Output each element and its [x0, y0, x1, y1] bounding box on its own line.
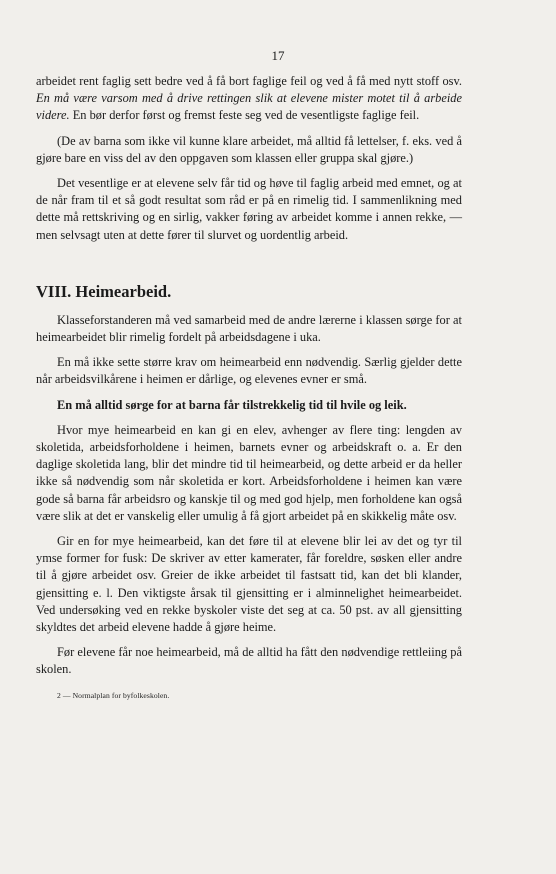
paragraph: Klasseforstanderen må ved samarbeid med de andre lærerne i klassen sørge for at heimearbeidet blir rimelig fordelt på arbeidsdagene i uka.: [36, 312, 462, 345]
emphasized-statement: En må alltid sørge for at barna får tilstrekkelig tid til hvile og leik.: [57, 397, 407, 412]
page-number: 17: [271, 48, 285, 63]
paragraph: Gir en for mye heimearbeid, kan det føre til at elevene blir lei av det og tyr til ymse former for fusk: De skriver av etter kamerater, får foreldre, søsken eller andre til å gjøre arbeidet osv. Greier de ikke arbeidet til fastsatt tid, kan det bli klander, gjensitting e. l. Den viktigste årsak til gjensitting er i alminnelighet heimearbeidet. Ved undersøking ved en rekke byskoler viste det seg at ca. 50 pst. av all gjensitting skyldtes det arbeid elevene hadde å gjøre heime.: [36, 534, 462, 635]
paragraph: Hvor mye heimearbeid en kan gi en elev, avhenger av flere ting: lengden av skoletida, arbeidsforholdene i heimen, barnets evner og arbeidskraft o. a. Er den daglige skoletida lang, blir det mindre tid til heimearbeid, og dette arbeid er da heller ikke så nødvendig som når skoletida er kort. Arbeidsforholdene i heimen kan være gode så barna får arbeidsro og kanskje til og med god hjelp, men forholdene kan også være slik at det er vanskelig eller umulig å få gjort arbeidet på en skikkelig måte osv.: [36, 422, 462, 523]
continued-paragraph: [36, 73, 462, 125]
paragraph-text: En bør derfor først og fremst feste seg ved de vesentligste faglige feil.: [72, 108, 420, 123]
paragraph: Før elevene får noe heimearbeid, må de alltid ha fått den nødvendige rettleiing på skolen.: [36, 645, 462, 677]
footnote: 2 — Normalplan for byfolkeskolen.: [57, 690, 170, 700]
paragraph: Det vesentlige er at elevene selv får tid og høve til faglig arbeid med emnet, og at de når fram til et så godt resultat som råd er på en rimelig tid. I sammenlikning med dette må rettskriving og en sirlig, vakker føring av arbeidet komme i annen rekke, — men selvsagt uten at dette fører til slurvet og uordentlig arbeid.: [36, 176, 462, 242]
parenthetical-paragraph: (De av barna som ikke vil kunne klare arbeidet, må alltid få lettelser, f. eks. ved å gjøre bare en viss del av den oppgaven som klassen eller gruppa skal gjøre.): [36, 133, 462, 165]
section-heading: VIII. Heimearbeid.: [36, 281, 172, 301]
paragraph-text: arbeidet rent faglig sett bedre ved å få bort faglige feil og ved å få med nytt stoff osv.: [36, 74, 462, 88]
italic-sentence: En må være varsom med å drive rettingen slik at elevene mister motet til å arbeide videre.: [36, 91, 462, 123]
page-body: [36, 73, 462, 701]
paragraph: En må ikke sette større krav om heimearbeid enn nødvendig. Særlig gjelder dette når arbeidsvilkårene i heimen er dårlige, og elevenes evner er små.: [36, 355, 462, 387]
